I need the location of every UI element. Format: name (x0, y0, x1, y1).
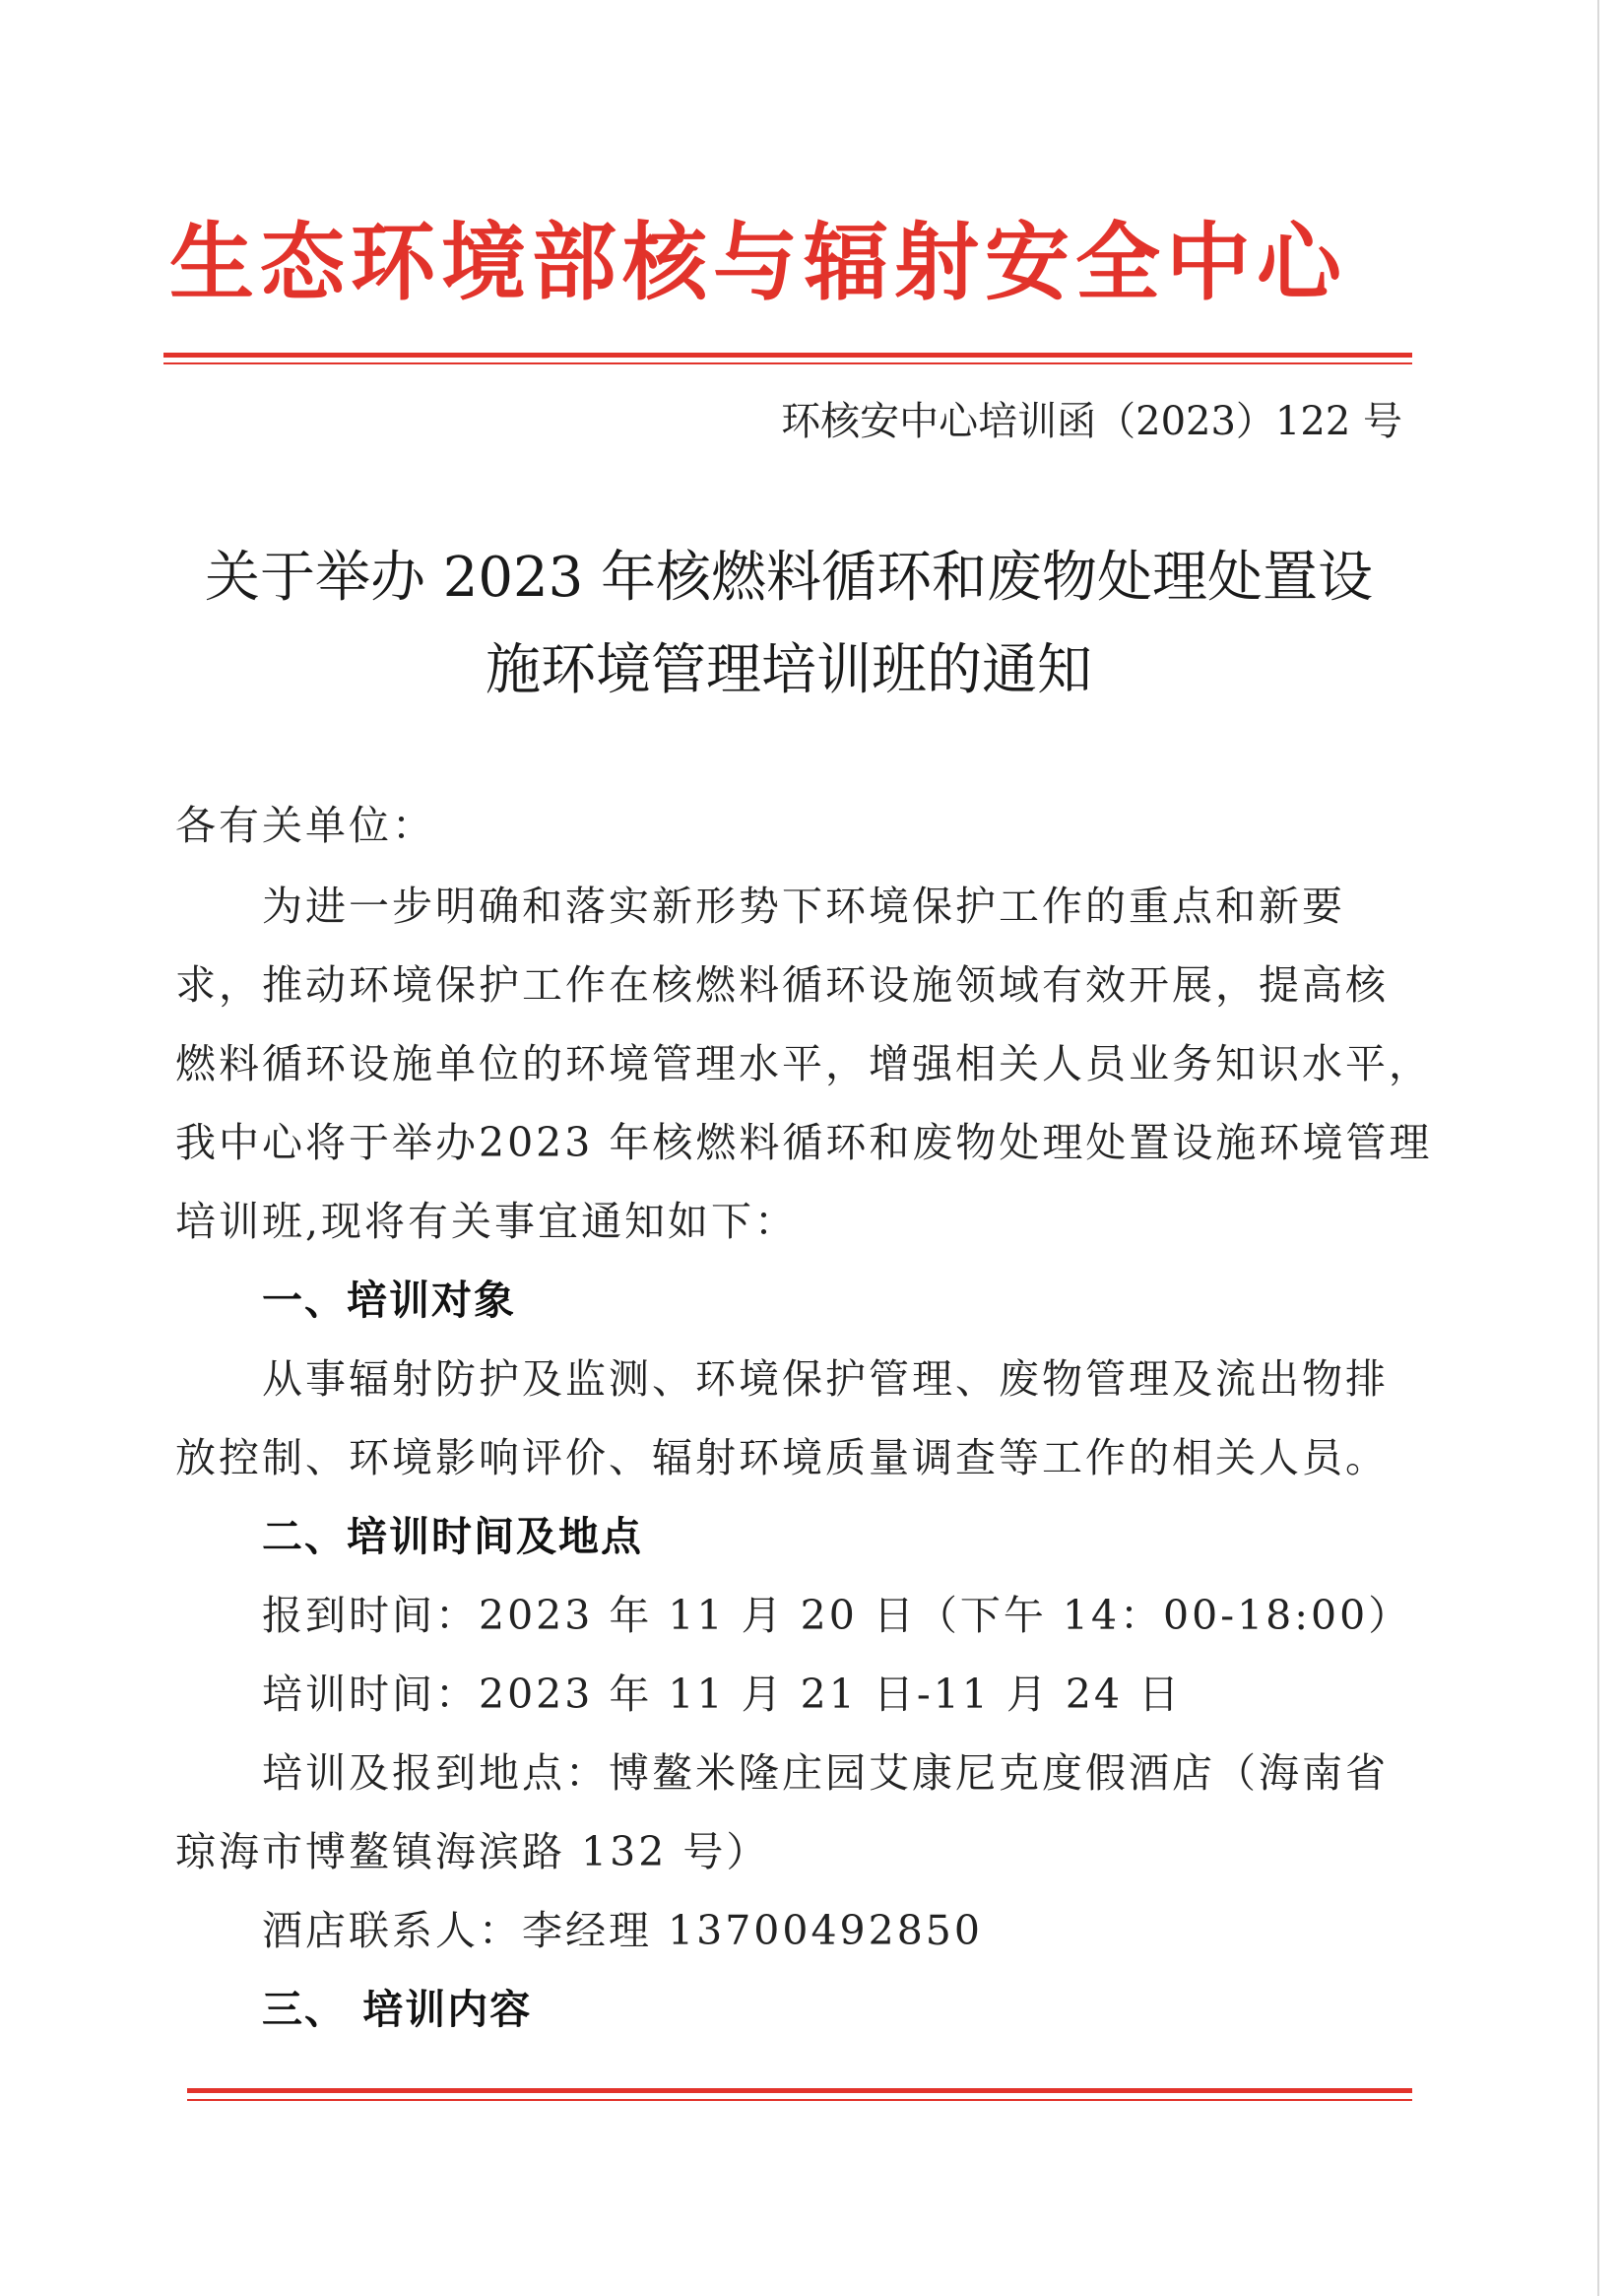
section-heading-training-content: 三、 培训内容 (262, 1986, 533, 2033)
intro-line: 培训班,现将有关事宜通知如下： (175, 1198, 799, 1245)
section-1-line: 从事辐射防护及监测、环境保护管理、废物管理及流出物排 (262, 1355, 1389, 1403)
header-red-rule-thin (163, 362, 1412, 364)
organization-header-title: 生态环境部核与辐射安全中心 (169, 214, 1347, 312)
section-heading-training-targets: 一、培训对象 (262, 1277, 516, 1324)
hotel-contact: 酒店联系人：李经理 13700492850 (262, 1907, 983, 1954)
section-1-line: 放控制、环境影响评价、辐射环境质量调查等工作的相关人员。 (175, 1434, 1389, 1481)
intro-line: 燃料循环设施单位的环境管理水平，增强相关人员业务知识水平， (175, 1040, 1432, 1087)
scan-edge-line (1597, 0, 1599, 2296)
training-location: 培训及报到地点：博鳌米隆庄园艾康尼克度假酒店（海南省 (262, 1749, 1389, 1797)
document-number: 环核安中心培训函（2023）122 号 (781, 399, 1402, 444)
document-title-line-1: 关于举办 2023 年核燃料循环和废物处理处置设 (204, 546, 1374, 610)
footer-red-rule-thin (187, 2099, 1412, 2101)
intro-line: 为进一步明确和落实新形势下环境保护工作的重点和新要 (262, 883, 1345, 930)
section-heading-time-and-place: 二、培训时间及地点 (262, 1513, 643, 1560)
footer-red-rule (187, 2088, 1412, 2093)
training-location-continued: 琼海市博鳌镇海滨路 132 号） (175, 1828, 770, 1875)
salutation: 各有关单位： (175, 802, 435, 849)
header-red-rule (163, 353, 1412, 358)
intro-line: 求，推动环境保护工作在核燃料循环设施领域有效开展，提高核 (175, 961, 1389, 1009)
intro-line: 我中心将于举办2023 年核燃料循环和废物处理处置设施环境管理 (175, 1119, 1433, 1166)
document-title (167, 532, 1410, 717)
checkin-time: 报到时间：2023 年 11 月 20 日（下午 14：00-18:00） (262, 1592, 1412, 1639)
training-time: 培训时间：2023 年 11 月 21 日-11 月 24 日 (262, 1671, 1183, 1718)
document-title-line-2: 施环境管理培训班的通知 (486, 638, 1092, 702)
